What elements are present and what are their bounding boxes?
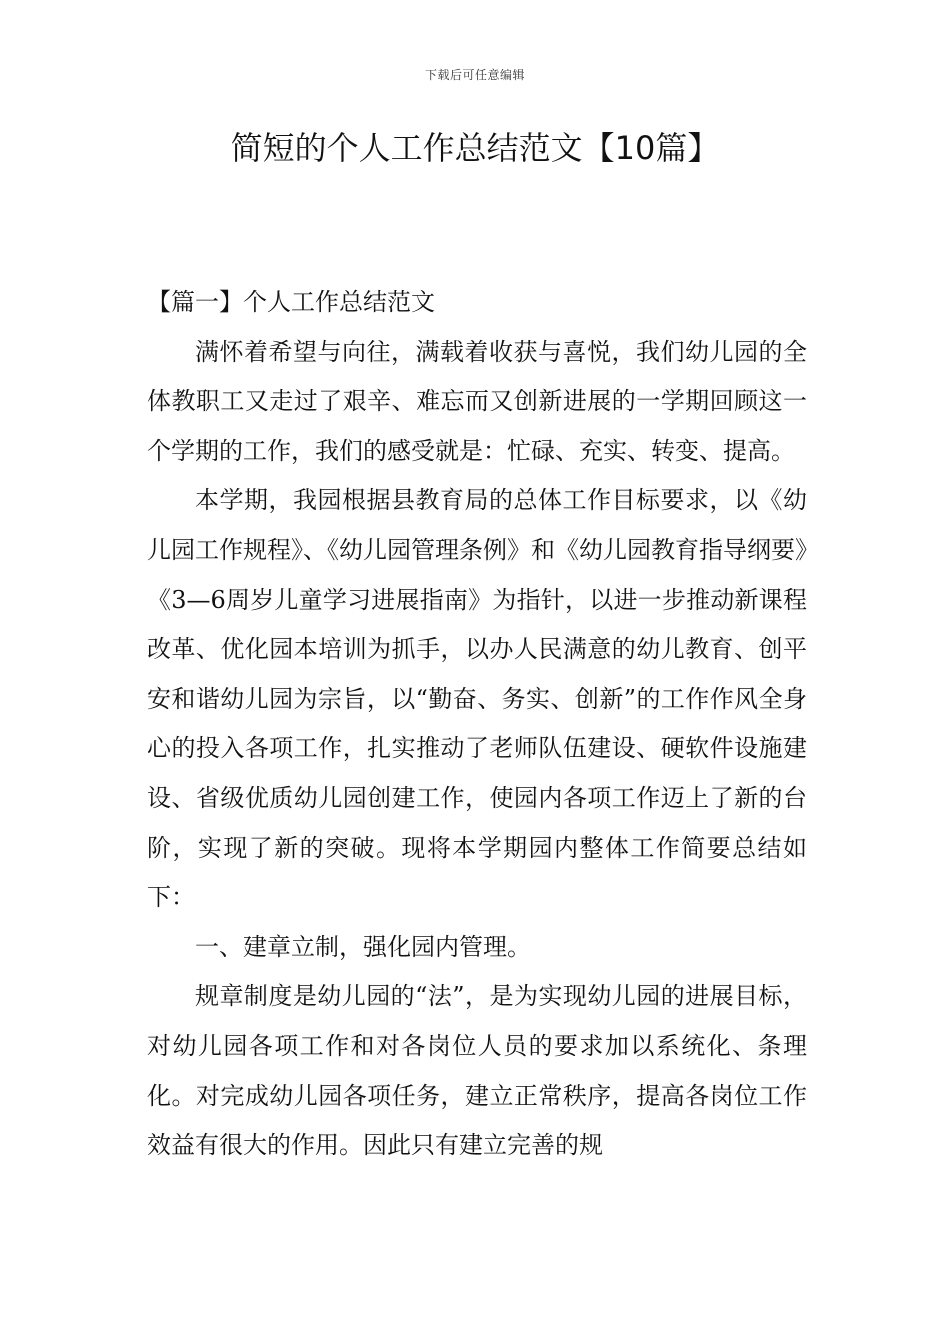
header-note: 下载后可任意编辑 [424,68,525,82]
paragraph-rules: 规章制度是幼儿园的“法”，是为实现幼儿园的进展目标，对幼儿园各项工作和对各岗位人员的要求加以系统化、条理化。对完成幼儿园各项任务，建立正常秩序，提高各岗位工作效益有很大的作用。因此只有建立完善的规 [147,982,807,1160]
paragraph-intro: 满怀着希望与向往，满载着收获与喜悦，我们幼儿园的全体教职工又走过了艰辛、难忘而又创新进展的一学期回顾这一个学期的工作，我们的感受就是：忙碌、充实、转变、提高。 [147,337,807,465]
paragraph-subheading-rules: 一、建章立制，强化园内管理。 [195,932,531,961]
section-heading: 【篇一】个人工作总结范文 [147,288,435,316]
document-title: 简短的个人工作总结范文【10篇】 [230,129,720,167]
paragraph-semester-goals: 本学期，我园根据县教育局的总体工作目标要求，以《幼儿园工作规程》、《幼儿园管理条例》和《幼儿园教育指导纲要》《3—6周岁儿童学习进展指南》为指针，以进一步推动新课程改革、优化园本培训为抓手，以办人民满意的幼儿教育、创平安和谐幼儿园为宗旨，以“勤奋、务实、创新”的工作作风全身心的投入各项工作，扎实推动了老师队伍建设、硬软件设施建设、省级优质幼儿园创建工作，使园内各项工作迈上了新的台阶，实现了新的突破。现将本学期园内整体工作简要总结如下： [147,486,807,912]
document-body [147,278,807,1171]
